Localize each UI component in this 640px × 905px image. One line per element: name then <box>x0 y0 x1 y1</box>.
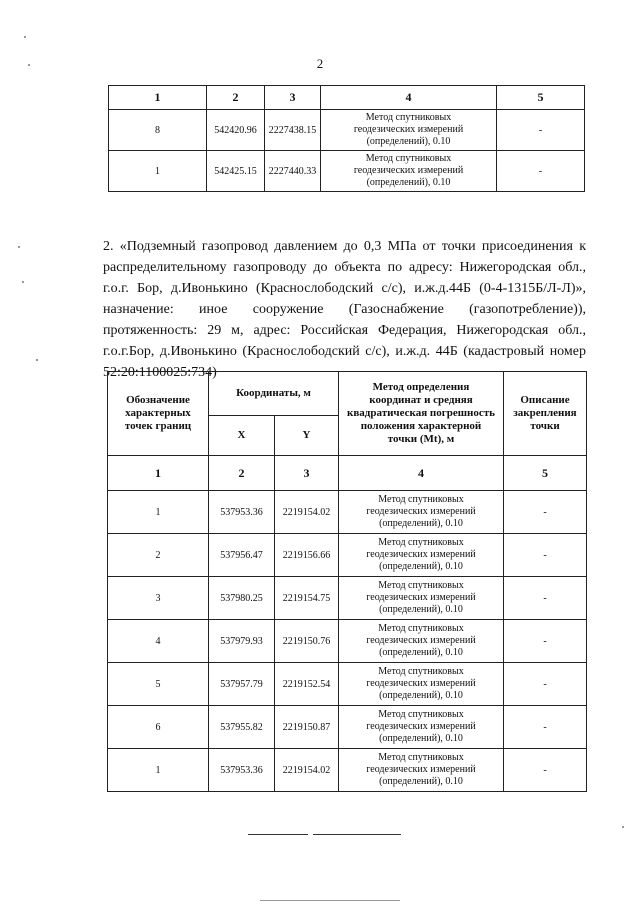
method-cell: Метод спутниковых геодезических измерений (определений), 0.10 <box>339 577 504 620</box>
coord-y: 2219154.02 <box>275 749 339 792</box>
scan-speck <box>18 246 20 248</box>
table-row <box>108 620 587 663</box>
method-line: (определений), 0.10 <box>366 136 451 147</box>
scan-speck <box>22 281 24 283</box>
coord-y: 2219150.76 <box>275 620 339 663</box>
scan-speck <box>28 64 30 66</box>
table-header-row <box>109 86 585 110</box>
coord-x: 537953.36 <box>209 749 275 792</box>
header-coordinates: Координаты, м <box>209 372 339 416</box>
coordinates-table <box>107 371 587 792</box>
footer-divider <box>260 900 400 901</box>
method-cell: Метод спутниковых геодезических измерений (определений), 0.10 <box>339 706 504 749</box>
table-row <box>108 749 587 792</box>
footer-divider <box>313 834 401 835</box>
point-id: 8 <box>109 110 207 151</box>
coord-y: 2219150.87 <box>275 706 339 749</box>
method-cell <box>321 151 497 192</box>
coord-x: 537980.25 <box>209 577 275 620</box>
coord-y: 2219154.75 <box>275 577 339 620</box>
header-x: X <box>209 416 275 456</box>
point-id: 4 <box>108 620 209 663</box>
column-number-row: 1 2 3 4 5 <box>108 456 587 491</box>
description: - <box>504 534 587 577</box>
scan-speck <box>622 826 624 828</box>
method-line: геодезических измерений <box>353 165 464 176</box>
description: - <box>504 491 587 534</box>
scan-speck <box>36 359 38 361</box>
point-id: 1 <box>108 491 209 534</box>
point-id: 2 <box>108 534 209 577</box>
point-id: 1 <box>109 151 207 192</box>
method-line: Метод спутниковых <box>365 153 452 164</box>
table-row <box>108 663 587 706</box>
description: - <box>504 749 587 792</box>
scan-speck <box>24 36 26 38</box>
description: - <box>504 620 587 663</box>
coordinates-table-continued <box>108 85 585 192</box>
coord-y: 2227440.33 <box>265 151 321 192</box>
method-cell: Метод спутниковых геодезических измерений (определений), 0.10 <box>339 534 504 577</box>
coord-x: 542425.15 <box>207 151 265 192</box>
header-cell: 3 <box>265 86 321 110</box>
point-id: 3 <box>108 577 209 620</box>
method-cell: Метод спутниковых геодезических измерений (определений), 0.10 <box>339 620 504 663</box>
coord-y: 2219152.54 <box>275 663 339 706</box>
method-cell: Метод спутниковых геодезических измерений (определений), 0.10 <box>339 491 504 534</box>
footer-divider <box>248 834 308 835</box>
coord-y: 2219154.02 <box>275 491 339 534</box>
method-cell: Метод спутниковых геодезических измерений (определений), 0.10 <box>339 663 504 706</box>
header-cell: 1 <box>109 86 207 110</box>
point-id: 6 <box>108 706 209 749</box>
coord-x: 537979.93 <box>209 620 275 663</box>
table-row <box>108 534 587 577</box>
coord-y: 2219156.66 <box>275 534 339 577</box>
point-id: 1 <box>108 749 209 792</box>
point-id: 5 <box>108 663 209 706</box>
object-description-paragraph: 2. «Подземный газопровод давлением до 0,3 МПа от точки присоединения к распределительному газопроводу до объекта по адресу: Нижегородская обл., г.о.г. Бор, д.Ивонькино (Краснослободский с/с), и.ж.д.44Б (0-4-1315Б/Л-Л)», назначение: иное сооружение (Газоснабжение (газопотребление)), протяженность: 29 м, адрес: Российская Федерация, Нижегородская обл., г.о.г.Бор, д.Ивонькино (Краснослободский с/с), и.ж.д. 44Б (кадастровый номер 52:20:1100025:734) <box>103 239 586 380</box>
page-number: 2 <box>316 56 324 71</box>
header-cell: 5 <box>497 86 585 110</box>
coord-x: 542420.96 <box>207 110 265 151</box>
header-description: Описание закрепления точки <box>504 372 587 456</box>
coord-x: 537955.82 <box>209 706 275 749</box>
method-line: (определений), 0.10 <box>366 177 451 188</box>
description: - <box>497 151 585 192</box>
method-cell <box>321 110 497 151</box>
method-cell: Метод спутниковых геодезических измерений (определений), 0.10 <box>339 749 504 792</box>
description: - <box>504 706 587 749</box>
table-row <box>109 110 585 151</box>
table-row <box>108 706 587 749</box>
header-method: Метод определения координат и средняя квадратическая погрешность положения характерной точки (Mt), м <box>339 372 504 456</box>
table-row <box>109 151 585 192</box>
coord-x: 537956.47 <box>209 534 275 577</box>
description: - <box>504 577 587 620</box>
header-point-designation: Обозначение характерных точек границ <box>108 372 209 456</box>
header-cell: 2 <box>207 86 265 110</box>
coord-x: 537953.36 <box>209 491 275 534</box>
method-line: геодезических измерений <box>353 124 464 135</box>
description: - <box>497 110 585 151</box>
table-row <box>108 577 587 620</box>
table-row <box>108 491 587 534</box>
description: - <box>504 663 587 706</box>
method-line: Метод спутниковых <box>365 112 452 123</box>
header-cell: 4 <box>321 86 497 110</box>
coord-x: 537957.79 <box>209 663 275 706</box>
coord-y: 2227438.15 <box>265 110 321 151</box>
header-y: Y <box>275 416 339 456</box>
